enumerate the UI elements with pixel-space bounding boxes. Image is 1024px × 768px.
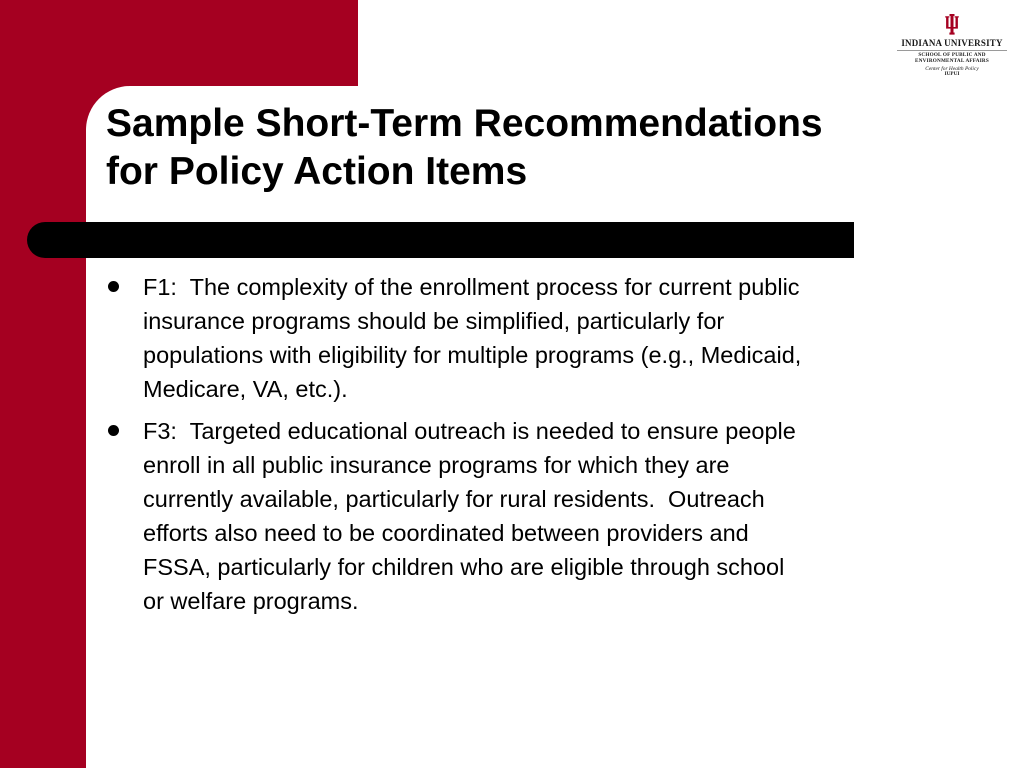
bullet-text-line: enroll in all public insurance programs for which they are: [143, 452, 730, 478]
trident-icon: [944, 14, 960, 36]
slide-title: [106, 100, 986, 196]
bullet-text-line: insurance programs should be simplified, particularly for: [143, 308, 725, 334]
bullet-list: [108, 270, 968, 626]
bullet-text-line: Medicare, VA, etc.).: [143, 376, 348, 402]
bullet-item-f3: [108, 414, 968, 618]
slide-title-line-2: for Policy Action Items: [106, 150, 528, 193]
bullet-text-line: currently available, particularly for rural residents. Outreach: [143, 486, 765, 512]
bullet-text-line: F3: Targeted educational outreach is needed to ensure people: [143, 418, 796, 444]
bullet-text-line: efforts also need to be coordinated between providers and: [143, 520, 749, 546]
logo-divider: [897, 50, 1007, 51]
logo-university-name: INDIANA UNIVERSITY: [901, 38, 1003, 48]
logo-school-line-1: SCHOOL OF PUBLIC AND: [918, 52, 986, 59]
bullet-text-line: F1: The complexity of the enrollment process for current public: [143, 274, 800, 300]
title-underline-bar: [27, 222, 854, 258]
logo-campus: IUPUI: [944, 71, 960, 78]
bullet-text-line: FSSA, particularly for children who are eligible through school: [143, 554, 785, 580]
slide-title-line-1: Sample Short-Term Recommendations: [106, 102, 823, 145]
logo-center-name: Center for Health Policy: [925, 66, 979, 73]
bullet-item-f1: [108, 270, 968, 406]
indiana-university-logo: [893, 14, 1011, 78]
bullet-text-line: populations with eligibility for multiple programs (e.g., Medicaid,: [143, 342, 802, 368]
bullet-dot: [108, 281, 119, 292]
bullet-dot: [108, 425, 119, 436]
logo-school-line-2: ENVIRONMENTAL AFFAIRS: [915, 58, 989, 65]
bullet-text-line: or welfare programs.: [143, 588, 359, 614]
